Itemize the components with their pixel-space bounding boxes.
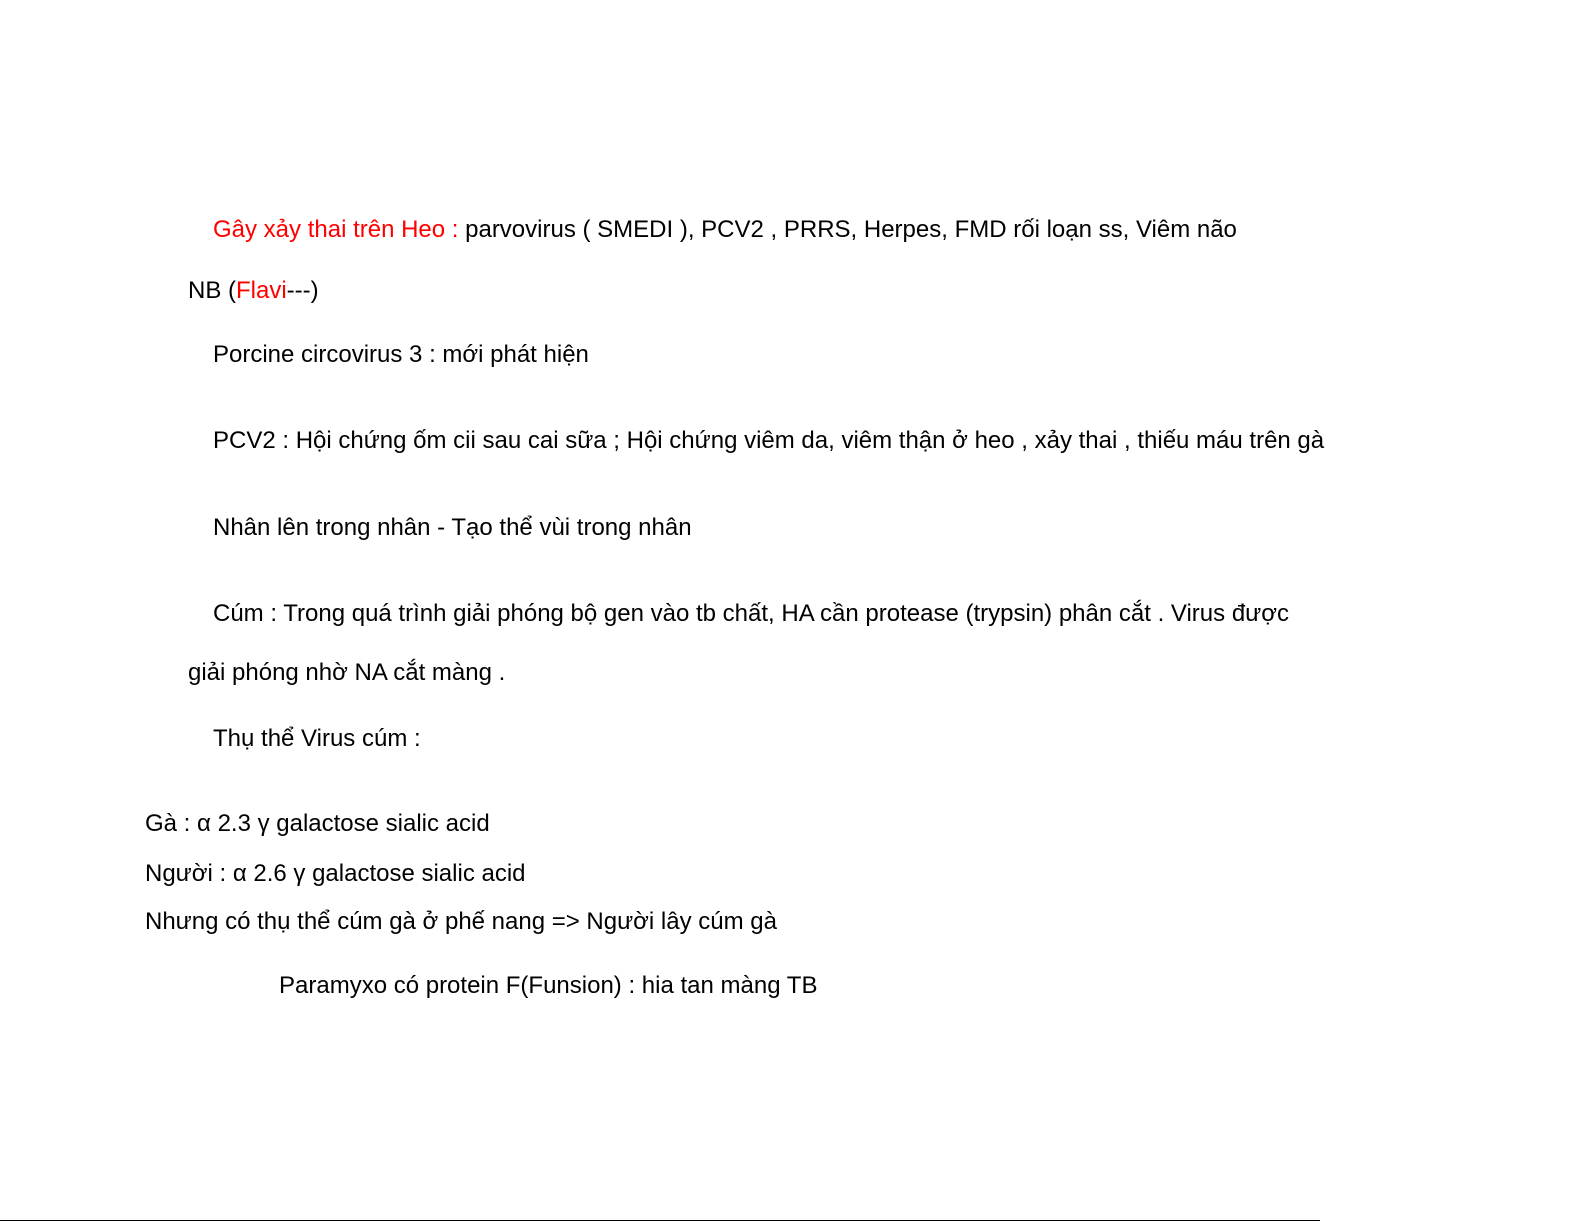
receptor-chicken: Gà : α 2.3 γ galactose sialic acid — [145, 810, 490, 837]
paragraph-porcine-circovirus-3: Porcine circovirus 3 : mới phát hiện — [213, 341, 589, 368]
paragraph-influenza-receptor-heading: Thụ thể Virus cúm : — [213, 725, 421, 752]
paragraph-abortion-pigs — [213, 215, 1237, 245]
receptor-note: Nhưng có thụ thể cúm gà ở phế nang => Người lây cúm gà — [145, 908, 777, 935]
flavi-label: Flavi — [236, 277, 287, 304]
receptor-human: Người : α 2.6 γ galactose sialic acid — [145, 860, 526, 887]
japanese-encephalitis-suffix: ---) — [286, 277, 319, 304]
paragraph-influenza-line2: giải phóng nhờ NA cắt màng . — [188, 659, 506, 686]
paragraph-pcv2: PCV2 : Hội chứng ốm cii sau cai sữa ; Hội chứng viêm da, viêm thận ở heo , xảy thai , thiếu máu trên gà — [213, 427, 1325, 454]
abortion-pigs-text: parvovirus ( SMEDI ), PCV2 , PRRS, Herpes, FMD rối loạn ss, Viêm não — [458, 216, 1237, 243]
paragraph-paramyxo: Paramyxo có protein F(Funsion) : hia tan màng TB — [279, 972, 818, 999]
paragraph-abortion-pigs-continued — [188, 276, 319, 306]
paragraph-influenza-line1: Cúm : Trong quá trình giải phóng bộ gen vào tb chất, HA cần protease (trypsin) phân cắt . Virus được — [213, 600, 1289, 627]
japanese-encephalitis-prefix: NB ( — [188, 277, 236, 304]
page-bottom-rule — [0, 1220, 1320, 1221]
abortion-pigs-label: Gây xảy thai trên Heo : — [213, 216, 459, 243]
paragraph-nuclear-replication: Nhân lên trong nhân - Tạo thể vùi trong nhân — [213, 514, 692, 541]
